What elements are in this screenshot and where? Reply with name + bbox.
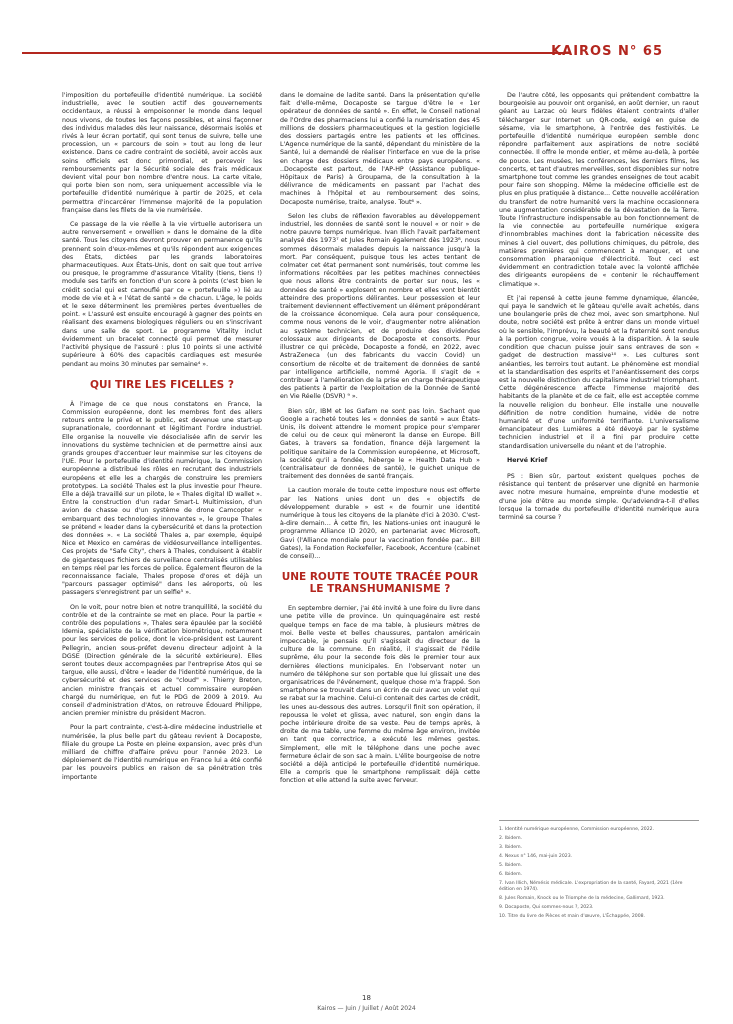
header-rule bbox=[22, 52, 570, 54]
paragraph: Pour la part contrainte, c'est-à-dire médecine industrielle et numérisée, la plus belle part du gâteau revient à Docaposte, filiale du groupe La Poste en pleine expansion, avec près d'un milliard de chiffre d'affaire prévu pour l'année 2023. Le déploiement de l'identité numérique en France lui a été confié par les pouvoirs publics en raison de sa pénétration très importante bbox=[62, 724, 262, 781]
paragraph: l'imposition du portefeuille d'identité numérique. La société industrielle, avec le soutien actif des gouvernements occidentaux, a réussi à empoisonner le monde dans lequel nous vivons, de toutes les façons possibles, et ainsi façonner des individus malades dès leur naissance, désormais isolés et rivés à leur écran portatif, qui sont tenus de suivre, telle une procession, un « parcours de soin » tout au long de leur existence. Dans ce cadre contraint de société, avoir accès aux soins officiels est donc primordial, et percevoir les remboursements par la Sécurité sociale des frais médicaux devient vital pour bon nombre d'entre nous. La carte vitale, qui porte bien son nom, sera uniquement accessible via le portefeuille d'identité numérique à partir de 2025, et cela permettra d'incarcérer l'immense majorité de la population française dans les filets de la vie numérisée. bbox=[62, 92, 262, 214]
footnote: 6. Ibidem. bbox=[499, 872, 523, 877]
article-column-3 bbox=[499, 92, 699, 528]
magazine-issue-label: KAIROS N° 65 bbox=[551, 44, 663, 59]
article-column-1 bbox=[62, 92, 262, 788]
footnote: 2. Ibidem. bbox=[499, 836, 523, 841]
paragraph: Selon les clubs de réflexion favorables au développement industriel, les données de santé sont le nouvel « or noir » de notre pauvre temps numérique. Ivan Illich l'avait parfaitement analysé dès 1973⁷ et Jules Romain également dès 1923⁸, nous sommes désormais malades depuis la naissance jusqu'à la mort. Par conséquent, puisque tous les actes tentant de colmater cet état permanent sont numérisés, tout comme les informations récoltées par les petites machines connectées que nous allons être contraints de porter sur nous, les « données de santé » explosent en nombre et elles vont bientôt atteindre des proportions délirantes. Leur possession et leur traitement deviennent effectivement un élément prépondérant de la croissance économique. Cela aura pour conséquence, comme nous venons de le voir, d'augmenter notre aliénation au système technicien, et de produire des dividendes colossaux aux dirigeants de Docaposte et consorts. Pour illustrer ce qui précède, Docaposte a fondé, en 2022, avec AstraZeneca (un des fabricants du vaccin Covid) un consortium de récolte et de traitement de données de santé par intelligence artificielle, nommé Agoria. Il s'agit de « contribuer à l'amélioration de la prise en charge thérapeutique des patients à partir de l'exploitation de la Donnée de Santé en Vie Réelle (DSVR) ⁹ ». bbox=[280, 212, 480, 401]
paragraph: Et j'ai repensé à cette jeune femme dynamique, élancée, qui paya le sandwich et le gâteau qu'elle avait achetés, dans une boulangerie près de chez moi, avec son smartphone. Nul doute, notre société est prête à entrer dans un monde virtuel où le sensible, l'imprévu, la beauté et la fraternité sont rendus à la portion congrue, voire voués à la disparition. À la seule condition que chacun puisse jouir sans entraves de son « gadget de destruction massive¹⁰ ». Les cultures sont anéanties, les terroirs tout autant. Le phénomène est mondial et la standardisation des esprits et l'anéantissement des corps est la nouvelle distinction du capitalisme industriel triomphant. Cette dégénérescence affecte l'immense majorité des habitants de la planète et de ce fait, elle est acceptée comme la nouvelle religion du bonheur. Elle installe une nouvelle définition de notre condition humaine, vidée de notre humanité et d'une uniformité terrifiante. L'universalisme émancipateur des Lumières a été dévoyé par le système technicien industriel et il a fini par produire cette standardisation universelle du néant et de l'atrophie. bbox=[499, 294, 699, 450]
section-title: UNE ROUTE TOUTE TRACÉE POUR LE TRANSHUMANISME ? bbox=[281, 571, 479, 596]
footnote: 5. Ibidem. bbox=[499, 863, 523, 868]
footnotes bbox=[499, 820, 699, 923]
paragraph: Bien sûr, IBM et les Gafam ne sont pas loin. Sachant que Google a racheté toutes les « données de santé » aux États-Unis, ils doivent attendre le moment propice pour s'emparer de celui ou de ceux qui mèneront la danse en Europe. Bill Gates, à travers sa fondation, finance déjà largement la politique sanitaire de la Commission européenne, et Microsoft, la société qu'il a fondée, héberge le « Health Data Hub » (centralisateur de données de santé), le guichet unique de traitement des données de santé français. bbox=[280, 407, 480, 481]
footnote: 4. Nexus n° 146, mai-juin 2023. bbox=[499, 854, 573, 859]
article-column-2 bbox=[280, 92, 480, 792]
footnote: 8. Jules Romain, Knock ou le Triomphe de la médecine, Gallimard, 1923. bbox=[499, 896, 665, 901]
page-number: 18 bbox=[362, 994, 371, 1002]
paragraph: À l'image de ce que nous constatons en France, la Commission européenne, dont les membres font des allers retours entre le privé et le public, est devenue une start-up supranationale, coordonnant et légitimant l'ordre industriel. Elle organise la nouvelle vie désocialisée afin de servir les innovations du système technicien et de permettre ainsi aux grands groupes d'accentuer leur mainmise sur les citoyens de l'UE. Pour le portefeuille d'identité numérique, la Commission européenne a distribué les rôles en recrutant des industriels européens et elle les a chargés de construire les premiers prototypes. La société Thales est la plus investie pour l'heure. Elle a déjà travaillé sur un pilote, le « Thales digital ID wallet ». Entre la construction d'un radar Smart-L Multimission, d'un avion de chasse ou d'un système de drone Camcopter « embarquant des technologies innovantes », le groupe Thales se prétend « leader dans la cybersécurité et dans la protection des données ». « La société Thales a, par exemple, équipé Nice et Mexico en caméras de vidéosurveillance intelligentes. Ces projets de "Safe City", chers à Thales, conduisent à établir de gigantesques fichiers de surveillance centralisés utilisables en temps réel par les forces de police. Également fleuron de la reconnaissance faciale, Thales propose d'ores et déjà un "parcours passager optimisé" dans les aéroports, où les passagers s'enregistrent par un selfie⁵ ». bbox=[62, 400, 262, 597]
paragraph: On le voit, pour notre bien et notre tranquillité, la société du contrôle et de la contrainte se met en place. Pour la partie « contrôle des populations », Thales sera épaulée par la société Idemia, spécialiste de la vérification biométrique, notamment pour les services de police, dont le vice-président est Laurent Pellegrin, ancien sous-préfet devenu directeur adjoint à la DGSE (Direction générale de la sécurité extérieure). Elles seront toutes deux accompagnées par l'entreprise Atos qui se targue, elle aussi, d'être « leader de l'identité numérique, de la cybersécurité et des services de "cloud" ». Thierry Breton, ancien ministre français et actuel commissaire européen chargé du numérique, en fut le PDG de 2009 à 2019. Au conseil d'administration d'Atos, on retrouve Édouard Philippe, ancien premier ministre du président Macron. bbox=[62, 603, 262, 718]
footnote: 3. Ibidem. bbox=[499, 845, 523, 850]
paragraph: dans le domaine de ladite santé. Dans la présentation qu'elle fait d'elle-même, Docaposte se targue d'être le « 1er opérateur de données de santé ». En effet, le Conseil national de l'Ordre des pharmaciens lui a confié la numérisation des 45 millions de dossiers pharmaceutiques et la gestion logicielle des dossiers partagés entre les patients et les officines. L'Agence numérique de la santé, dépendant du ministère de la Santé, lui a demandé de réaliser l'interface en vue de la prise en charge des dossiers médicaux entre pays européens. « ..Docaposte est partout, de l'AP-HP (Assistance publique-Hôpitaux de Paris) à Groupama, de la consultation à la délivrance de médicaments en passant par l'achat des machines à l'hôpital et au remboursement des soins, Docaposte numérise, traite, analyse. Tout⁶ ». bbox=[280, 92, 480, 206]
footnote: 9. Docaposte, Qui sommes-nous ?, 2023. bbox=[499, 905, 594, 910]
paragraph: La caution morale de toute cette imposture nous est offerte par les Nations unies dont un des « objectifs de développement durable » est « de fournir une identité numérique à tous les citoyens de la planète d'ici à 2030. C'est-à-dire demain… À cette fin, les Nations-unies ont inauguré le programme Alliance ID 2020, en partenariat avec Microsoft, Gavi (l'Alliance mondiale pour la vaccination fondée par... Bill Gates), la Fondation Rockefeller, Facebook, Accenture (cabinet de conseil)... bbox=[280, 487, 480, 560]
issue-footer: Kairos — Juin / Juillet / Août 2024 bbox=[317, 1005, 416, 1012]
author-signature: Hervé Krief bbox=[507, 456, 548, 464]
footnote: 10. Titre du livre de Pièces et main d'œuvre, L'Échappée, 2008. bbox=[499, 914, 645, 919]
paragraph: Ce passage de la vie réelle à la vie virtuelle autorisera un autre renversement « orwellien » dans le domaine de la dite santé. Tous les citoyens devront prouver en permanence qu'ils prennent soin d'eux-mêmes et qu'ils répondent aux exigences des États, dictées par les grands laboratoires pharmaceutiques. Aux États-Unis, dont on sait que tout arrive ou presque, le programme d'assurance Vitality (tiens, tiens !) module ses tarifs en fonction d'un score à points (c'est bien le crédit social qui est camouflé par ce « portefeuille ») lié au mode de vie et à « l'état de santé » de chacun. L'âge, le poids et le sexe déterminent les premières pertes éventuelles de point. « L'assuré est ensuite encouragé à gagner des points en réalisant des examens biologiques réguliers ou en s'inscrivant dans une salle de sport. Le programme Vitality inclut évidemment un bracelet connecté qui permet de mesurer l'activité physique de l'assuré : plus 10 points si une activité supérieure à 60% des capacités cardiaques est mesurée pendant au moins 30 minutes par semaine⁴ ». bbox=[62, 221, 262, 368]
paragraph: PS : Bien sûr, partout existent quelques poches de résistance qui tentent de préserver une dignité en harmonie avec notre mesure humaine, empreinte d'une modestie et d'une joie d'être au monde simple. Qu'adviendra-t-il d'elles lorsque la tornade du portefeuille d'identité numérique aura terminé sa course ? bbox=[499, 472, 699, 521]
footnote: 1. Identité numérique européenne, Commission européenne, 2022. bbox=[499, 827, 655, 832]
footnotes-rule bbox=[499, 820, 699, 821]
paragraph: En septembre dernier, j'ai été invité à une foire du livre dans une petite ville de province. Un quinquagénaire est resté quelque temps en face de ma table, à plusieurs mètres de moi. Belle veste et belles chaussures, pantalon américain impeccable, je pensais qu'il s'agissait du directeur de la culture de la commune. En réalité, il s'agissait de l'édile suprême, élu pour la seconde fois dès le premier tour aux dernières élections municipales. En l'observant noter un numéro de téléphone sur son portable que lui glissait une des organisatrices de l'événement, quelque chose m'a frappé. Son smartphone se trouvait dans un écrin de cuir avec un volet qui se rabat sur la machine. Celui-ci contenait des cartes de crédit, les unes au-dessous des autres. Lorsqu'il finit son opération, il repoussa le volet et glissa, avec naturel, son engin dans la poche intérieure droite de sa veste. Peu de temps après, à droite de ma table, une femme du même âge environ, invitée en tant que correctrice, a exécuté les mêmes gestes. Simplement, elle mit le téléphone dans une poche avec fermeture éclair de son sac à main. L'élite bourgeoise de notre société a déjà anticipé le portefeuille d'identité numérique. Elle a compris que le smartphone remplissait déjà cette fonction et elle attend la suite avec ferveur. bbox=[280, 605, 480, 785]
paragraph: De l'autre côté, les opposants qui prétendent combattre la bourgeoisie au pouvoir ont organisé, en août dernier, un raout géant au Larzac où leurs fidèles étaient contraints d'aller télécharger sur Internet un QR-code, exigé en guise de sésame, via le smartphone, à l'entrée des festivités. Le portefeuille d'identité numérique européen semble donc répondre parfaitement aux aspirations de notre société connectée. Il offre le monde entier, et même au-delà, à portée de pouce. Les musées, les conférences, les derniers films, les concerts, et tant d'autres merveilles, sont disponibles sur notre smartphone tout comme les grandes enseignes de tout acabit pour faire son shopping. Même la médecine officielle est de plus en plus pratiquée à distance... Cette nouvelle accélération du transfert de notre humanité vers la machine occasionnera une augmentation considérable de la dévastation de la Terre. Toute l'infrastructure indispensable au bon fonctionnement de la vie connectée au portefeuille numérique exigera d'innombrables machines dont la fabrication nécessite des mines à ciel ouvert, des pollutions chimiques, du pétrole, des matières premières qui commencent à manquer, et une consommation pharaonique d'électricité. Tout ceci est évidemment en contradiction totale avec la volonté affichée des dirigeants européens de « contenir le réchauffement climatique ». bbox=[499, 92, 699, 288]
section-title: QUI TIRE LES FICELLES ? bbox=[90, 378, 234, 391]
footnote: 7. Ivan Illich, Némésis médicale. L'expropriation de la santé, Fayard, 2021 (1ère édition en 1974). bbox=[499, 881, 683, 892]
